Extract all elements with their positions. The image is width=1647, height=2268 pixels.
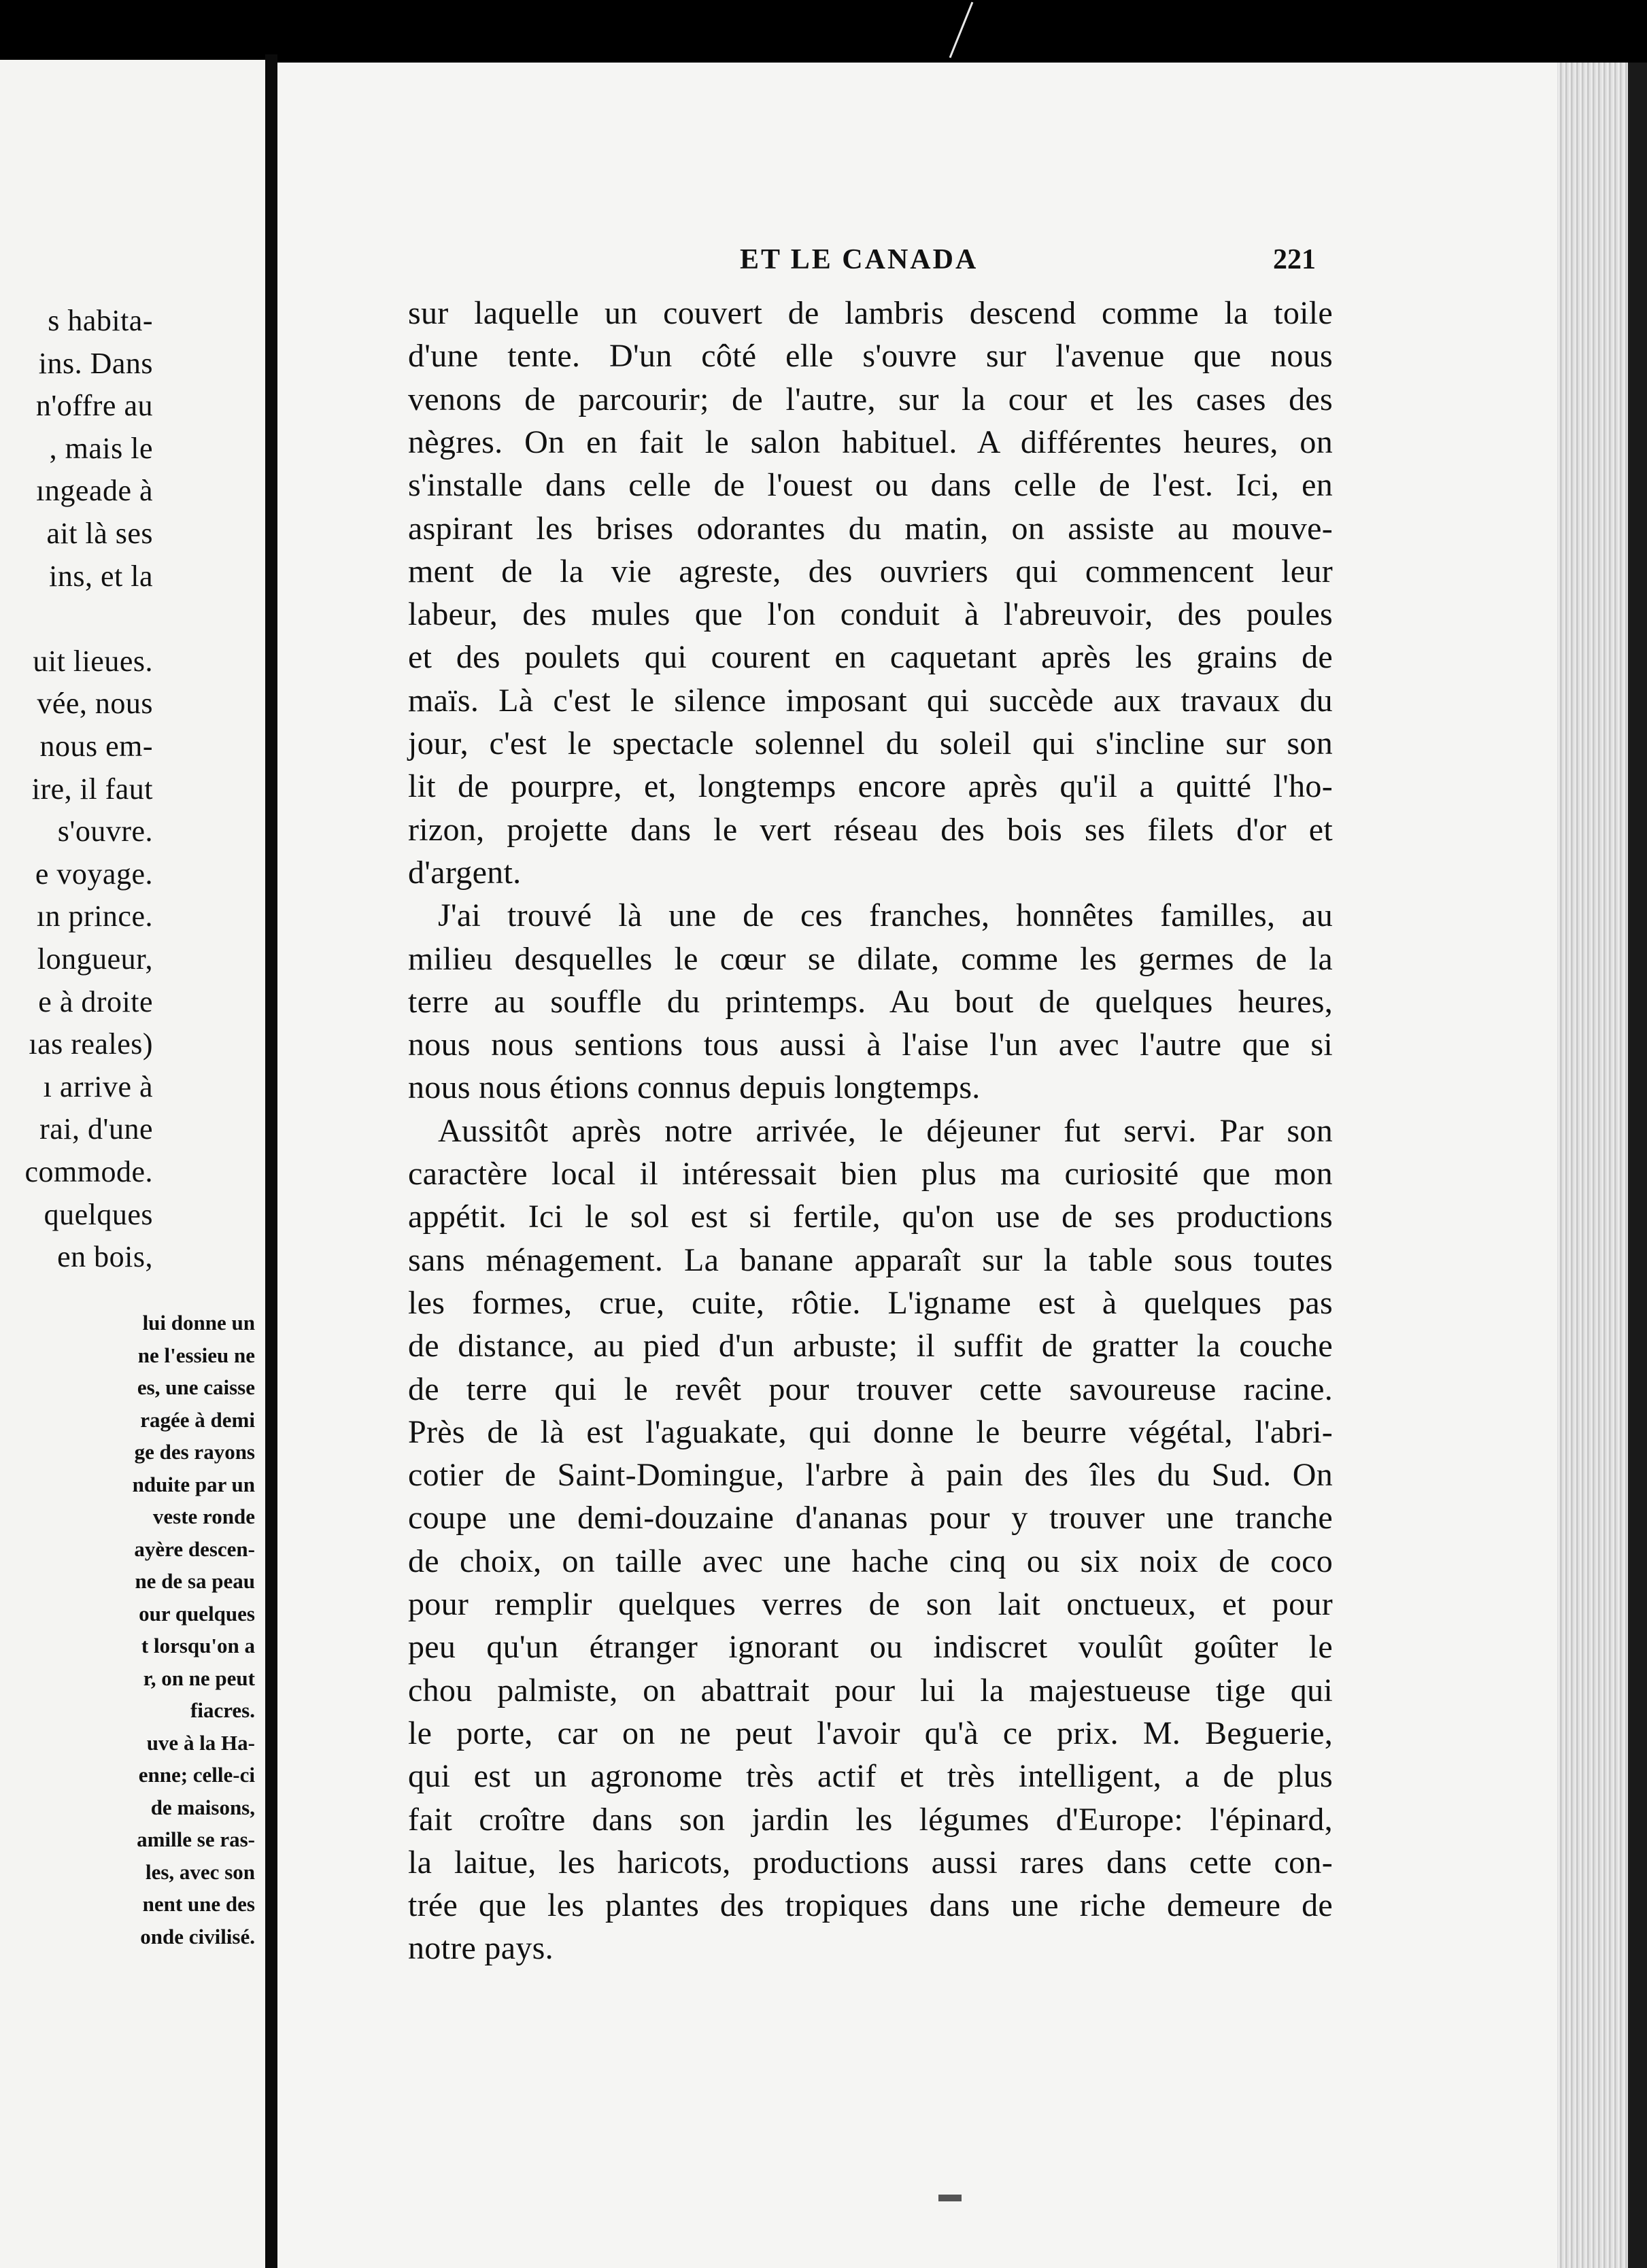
- left-page-line: quelques: [44, 1197, 153, 1231]
- left-page-line: longueur,: [37, 942, 153, 976]
- body-text-line: d'une tente. D'un côté elle s'ouvre sur l'avenue que nous: [408, 338, 1333, 375]
- body-text-line: d'argent.: [408, 854, 522, 891]
- book-gutter: [265, 54, 277, 2268]
- body-text-line: cotier de Saint-Domingue, l'arbre à pain des îles du Sud. On: [408, 1457, 1333, 1494]
- left-page-footnote-line: our quelques: [139, 1601, 255, 1626]
- body-text-line: fait croître dans son jardin les légumes d'Europe: l'épinard,: [408, 1801, 1333, 1838]
- body-text-line: les formes, crue, cuite, rôtie. L'igname est à quelques pas: [408, 1284, 1333, 1321]
- body-text-line: Près de là est l'aguakate, qui donne le beurre végétal, l'abri-: [408, 1413, 1333, 1450]
- left-page-line: ıas reales): [29, 1027, 153, 1061]
- page-number: 221: [1273, 244, 1316, 275]
- left-page-line: ins, et la: [49, 559, 153, 593]
- left-page-line: e voyage.: [35, 857, 153, 891]
- left-page-footnote-line: veste ronde: [152, 1505, 255, 1528]
- body-text-line: ment de la vie agreste, des ouvriers qui commencent leur: [408, 553, 1333, 589]
- body-text-line: trée que les plantes des tropiques dans une riche demeure de: [408, 1887, 1333, 1924]
- left-page-footnote-line: ge des rayons: [134, 1440, 255, 1464]
- body-text-line: le porte, car on ne peut l'avoir qu'à ce prix. M. Beguerie,: [408, 1715, 1333, 1751]
- body-text-line: J'ai trouvé là une de ces franches, honnêtes familles, au: [438, 897, 1333, 934]
- left-page-footnote-line: amille se ras-: [137, 1827, 255, 1851]
- book-cover-edge: [1628, 63, 1647, 2268]
- body-text-line: de distance, au pied d'un arbuste; il suffit de gratter la couche: [408, 1328, 1333, 1364]
- body-text-line: sans ménagement. La banane apparaît sur la table sous toutes: [408, 1241, 1333, 1278]
- body-text-line: caractère local il intéressait bien plus ma curiosité que mon: [408, 1156, 1333, 1192]
- left-page-footnote-line: ne de sa peau: [135, 1569, 255, 1593]
- body-text-line: maïs. Là c'est le silence imposant qui succède aux travaux du: [408, 682, 1333, 719]
- body-text-line: labeur, des mules que l'on conduit à l'abreuvoir, des poules: [408, 596, 1333, 633]
- body-text-line: et des poulets qui courent en caquetant après les grains de: [408, 639, 1333, 676]
- body-text-line: rizon, projette dans le vert réseau des bois ses filets d'or et: [408, 811, 1333, 848]
- body-text-line: nous nous étions connus depuis longtemps.: [408, 1069, 981, 1106]
- body-text-line: de choix, on taille avec une hache cinq ou six noix de coco: [408, 1543, 1333, 1579]
- left-page-line: s habita-: [48, 304, 153, 337]
- scan-artifact: [938, 2195, 962, 2201]
- left-page-line: ın prince.: [36, 899, 153, 933]
- left-page-footnote-line: ayère descen-: [134, 1536, 255, 1561]
- body-text-line: jour, c'est le spectacle solennel du soleil qui s'incline sur son: [408, 725, 1333, 761]
- left-page-footnote-line: es, une caisse: [137, 1375, 255, 1399]
- body-text-line: venons de parcourir; de l'autre, sur la cour et les cases des: [408, 381, 1333, 417]
- left-page-line: ins. Dans: [38, 346, 153, 380]
- left-page-footnote-line: de maisons,: [150, 1795, 255, 1819]
- left-page-line: ait là ses: [46, 517, 153, 550]
- left-page-footnote-line: les, avec son: [145, 1859, 255, 1884]
- left-page-line: rai, d'une: [39, 1112, 153, 1146]
- body-text-line: appétit. Ici le sol est si fertile, qu'on use de ses productions: [408, 1199, 1333, 1235]
- body-text-line: nous nous sentions tous aussi à l'aise l'un avec l'autre que si: [408, 1027, 1333, 1063]
- body-text-line: chou palmiste, on abattrait pour lui la majestueuse tige qui: [408, 1672, 1333, 1708]
- left-page-line: ire, il faut: [31, 772, 153, 806]
- left-page-footnote-line: fiacres.: [190, 1698, 255, 1722]
- left-page-footnote-line: ne l'essieu ne: [137, 1343, 255, 1367]
- body-text-line: aspirant les brises odorantes du matin, on assiste au mouve-: [408, 510, 1333, 547]
- body-text-line: la laitue, les haricots, productions aussi rares dans cette con-: [408, 1844, 1333, 1880]
- body-text-line: terre au souffle du printemps. Au bout de quelques heures,: [408, 983, 1333, 1020]
- left-page-line: vée, nous: [37, 687, 153, 721]
- left-page-line: e à droite: [38, 984, 153, 1018]
- left-page-line: n'offre au: [35, 389, 153, 423]
- left-page-footnote-line: uve à la Ha-: [146, 1730, 255, 1755]
- body-text-line: Aussitôt après notre arrivée, le déjeuner fut servi. Par son: [438, 1112, 1333, 1149]
- left-page-footnote-line: t lorsqu'on a: [141, 1634, 255, 1657]
- left-page-footnote-line: enne; celle-ci: [138, 1763, 255, 1787]
- body-text-line: nègres. On en fait le salon habituel. A différentes heures, on: [408, 424, 1333, 460]
- left-page-line: , mais le: [49, 431, 153, 465]
- left-page: [0, 60, 265, 2268]
- body-text-line: peu qu'un étranger ignorant ou indiscret voulût goûter le: [408, 1629, 1333, 1666]
- left-page-line: s'ouvre.: [57, 814, 153, 848]
- body-text-line: pour remplir quelques verres de son lait onctueux, et pour: [408, 1586, 1333, 1622]
- left-page-footnote-line: r, on ne peut: [143, 1666, 255, 1690]
- body-text-line: coupe une demi-douzaine d'ananas pour y trouver une tranche: [408, 1500, 1333, 1536]
- running-head: ET LE CANADA: [740, 244, 979, 275]
- left-page-line: commode.: [24, 1155, 153, 1188]
- left-page-line: ı arrive à: [43, 1069, 153, 1103]
- left-page-line: nous em-: [39, 729, 153, 763]
- body-text-line: qui est un agronome très actif et très intelligent, a de plus: [408, 1758, 1333, 1795]
- body-text-line: sur laquelle un couvert de lambris descend comme la toile: [408, 295, 1333, 331]
- left-page-line: en bois,: [57, 1240, 153, 1274]
- left-page-footnote-line: onde civilisé.: [140, 1924, 255, 1948]
- left-page-footnote-line: ragée à demi: [140, 1407, 255, 1432]
- left-page-footnote-line: lui donne un: [142, 1311, 255, 1335]
- left-page-line: uit lieues.: [33, 644, 153, 678]
- body-text-line: notre pays.: [408, 1930, 554, 1967]
- body-text-line: de terre qui le revêt pour trouver cette savoureuse racine.: [408, 1371, 1333, 1407]
- body-text-line: milieu desquelles le cœur se dilate, comme les germes de la: [408, 940, 1333, 977]
- left-page-footnote-line: nent une des: [142, 1892, 255, 1916]
- left-page-line: ıngeade à: [36, 474, 153, 508]
- left-page-footnote-line: nduite par un: [132, 1472, 255, 1496]
- body-text-line: lit de pourpre, et, longtemps encore après qu'il a quitté l'ho-: [408, 768, 1333, 805]
- body-text-line: s'installe dans celle de l'ouest ou dans celle de l'est. Ici, en: [408, 467, 1333, 504]
